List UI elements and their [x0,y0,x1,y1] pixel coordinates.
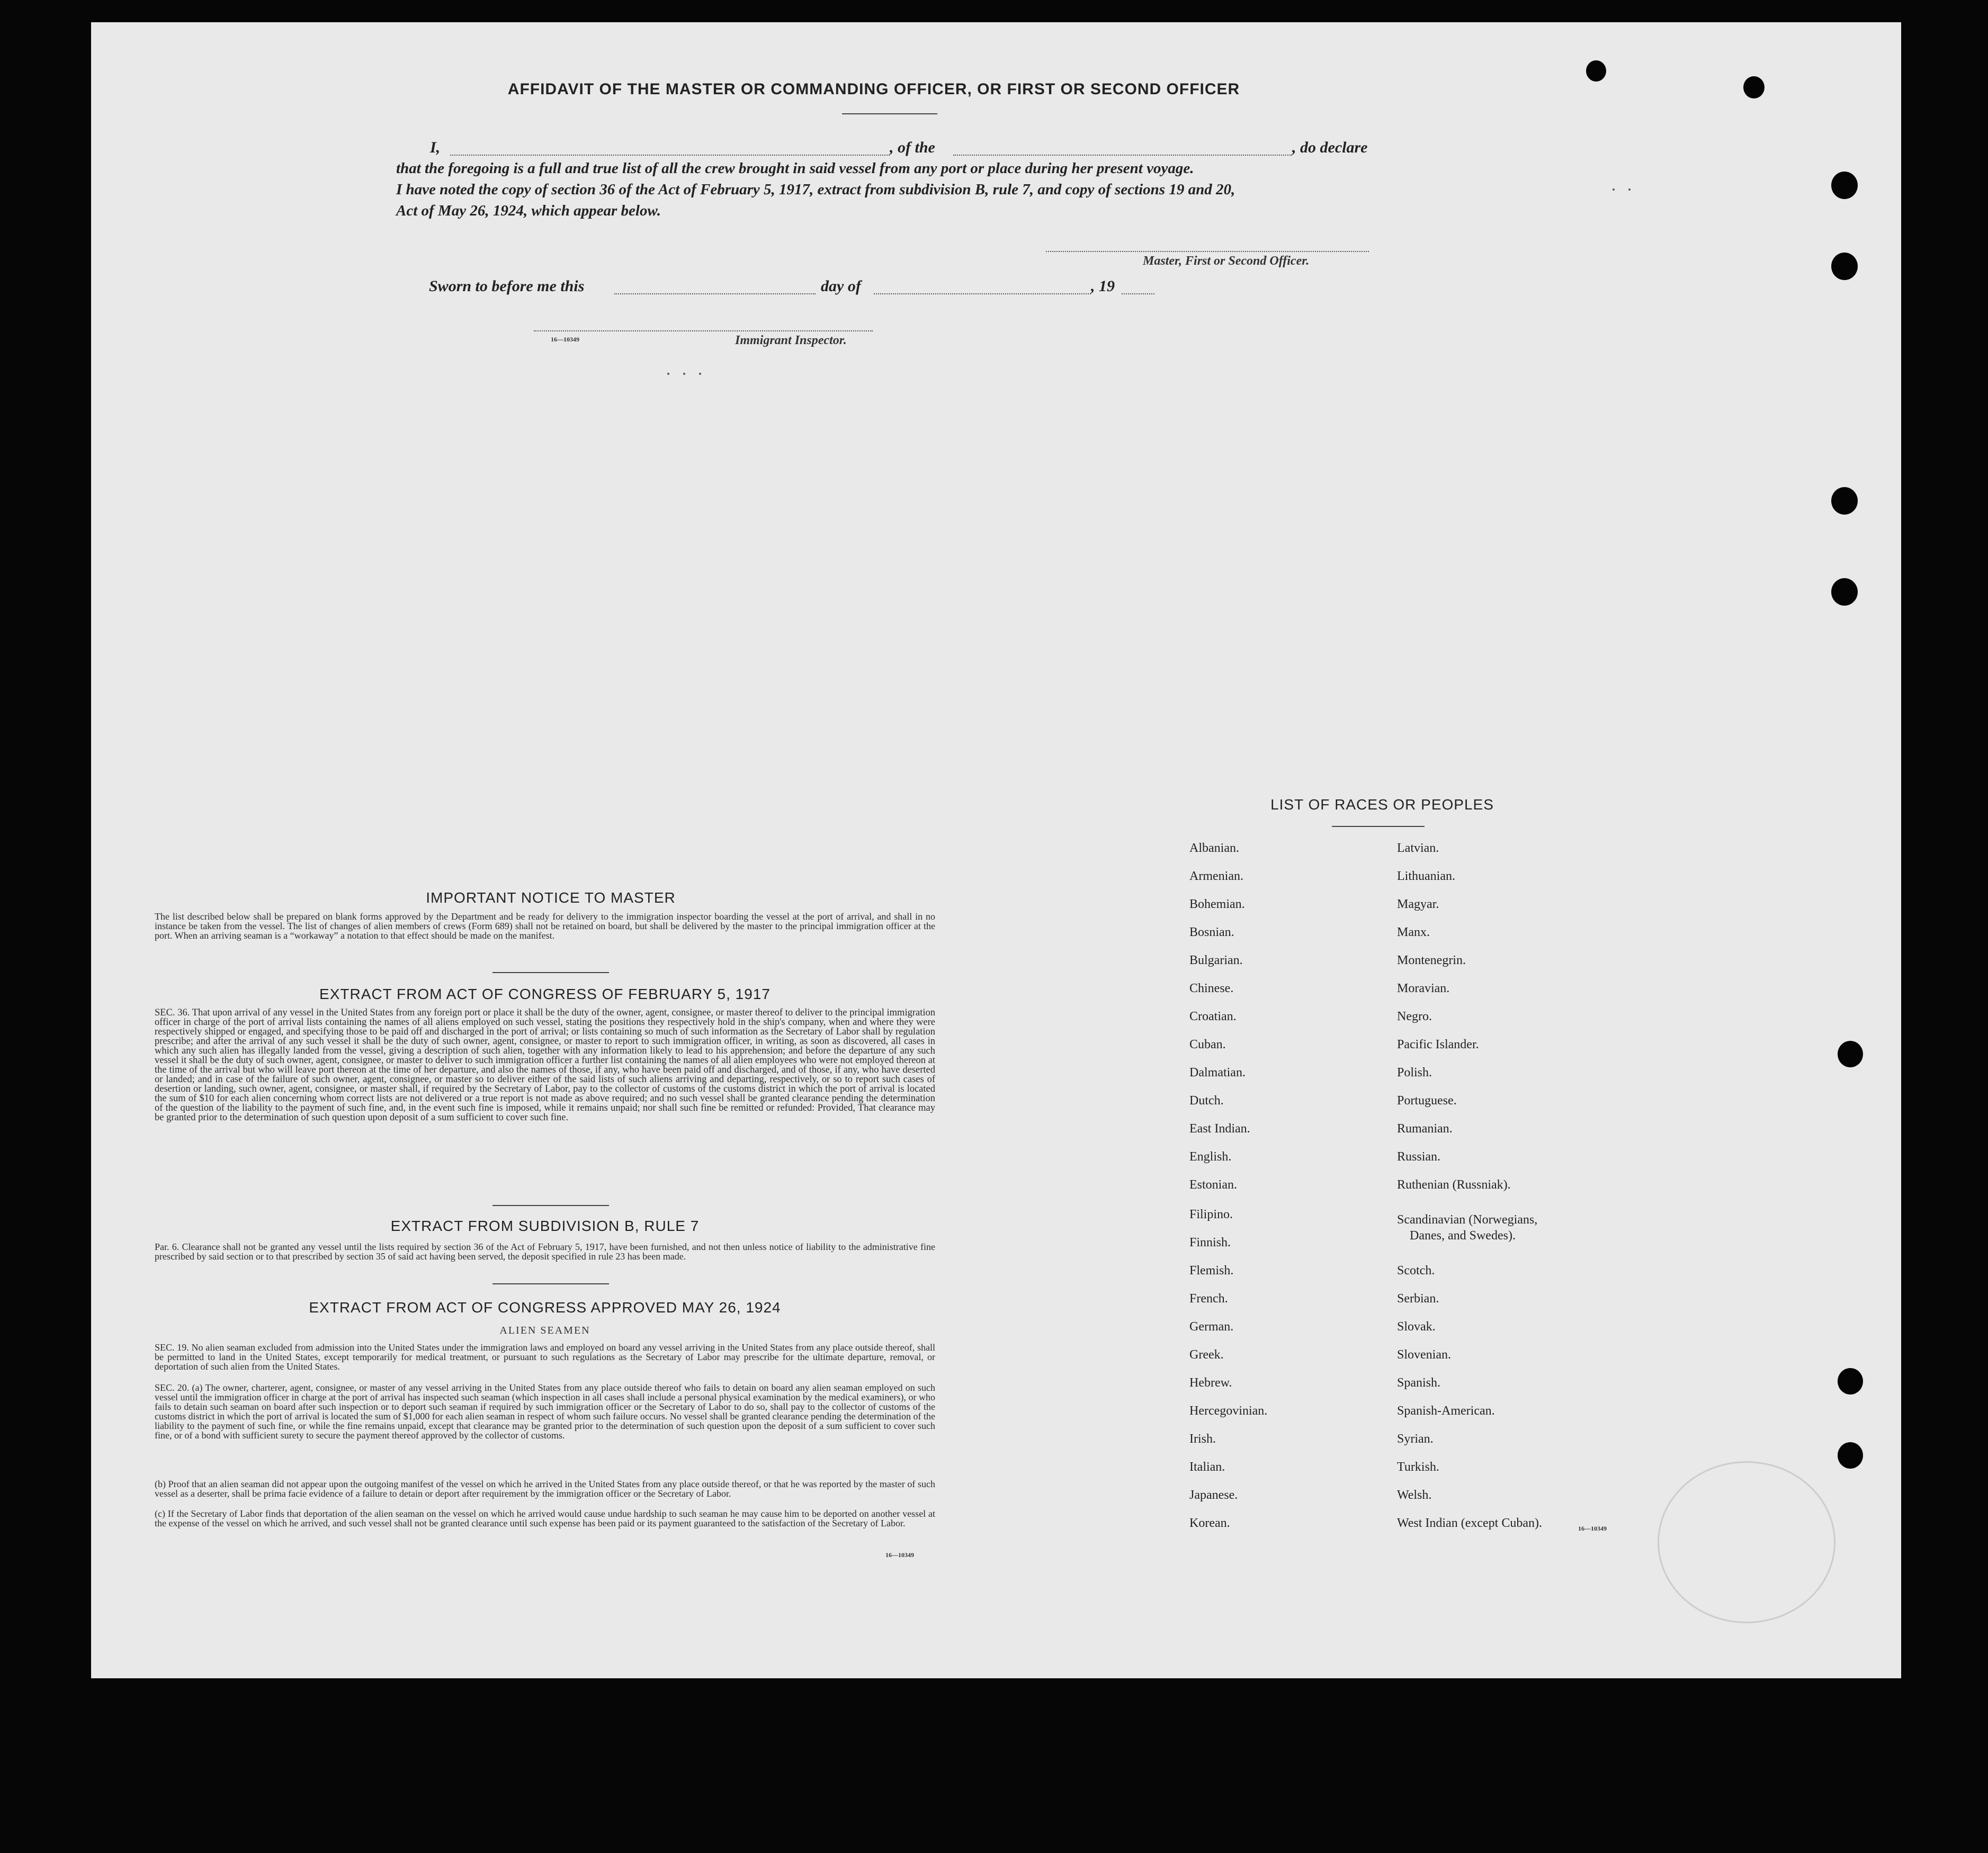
section-rule [492,972,609,973]
section-rule [492,1205,609,1206]
alien-seamen-subtitle: ALIEN SEAMEN [499,1325,590,1336]
race-item: Albanian. [1189,841,1239,855]
race-item: Russian. [1397,1150,1441,1164]
of-the-label: , of the [890,139,935,156]
race-item: Hercegovinian. [1189,1404,1268,1418]
race-item: Estonian. [1189,1178,1237,1192]
race-item: Spanish-American. [1397,1404,1495,1418]
sworn-year-field[interactable] [1122,293,1154,294]
form-number: 16—10349 [551,336,579,343]
race-item: Irish. [1189,1432,1216,1446]
race-item: Dalmatian. [1189,1066,1246,1080]
race-item: Dutch. [1189,1094,1224,1108]
seal-stamp [1658,1461,1835,1623]
race-item: West Indian (except Cuban). [1397,1516,1542,1530]
binder-hole [1838,1041,1863,1067]
day-of-label: day of [821,277,861,295]
race-item: Scotch. [1397,1264,1435,1278]
race-item: Croatian. [1189,1010,1237,1023]
binder-hole [1831,253,1858,280]
sworn-month-field[interactable] [874,293,1091,294]
race-item: Finnish. [1189,1236,1231,1249]
race-item: Filipino. [1189,1208,1233,1221]
officer-signature-field[interactable] [1046,251,1369,252]
binder-hole [1831,172,1858,199]
inspector-signature-field[interactable] [534,330,873,331]
race-item: Pacific Islander. [1397,1038,1479,1051]
affidavit-line-4: Act of May 26, 1924, which appear below. [396,202,661,219]
race-item: Japanese. [1189,1488,1238,1502]
declarant-label: I, [430,139,441,156]
race-item: Flemish. [1189,1264,1234,1278]
subdivision-text: Par. 6. Clearance shall not be granted any vessel until the lists required by section 36 of the Act of February 5, 1917, have been furnished, and not then unless notice of liability to the administrative fine prescribed by said section or to that prescribed by section 35 of said act having been served, the deposit specified in rule 23 has been made. [155,1242,935,1262]
notice-text: The list described below shall be prepared on blank forms approved by the Department and be ready for delivery to the immigration inspector boarding the vessel at the port of arrival, and shall in no instance be taken from the vessel. The list of changes of alien members of crews (Form 689) shall not be retained on board, but shall be delivered by the master to the principal immigration officer at the port. When an arriving seaman is a “workaway” a notation to that effect should be made on the manifest. [155,911,935,941]
race-item: Portuguese. [1397,1094,1457,1108]
race-item: Cuban. [1189,1038,1226,1051]
sec19-text: SEC. 19. No alien seaman excluded from admission into the United States under the immigration laws and employed on board any vessel arriving in the United States from any place outside thereof, shall be permitted to land in the United States, except temporarily for medical treatment, or pursuant to such regulations as the Secretary of Labor may prescribe for the ultimate departure, removal, or deportation of such alien from the United States. [155,1342,935,1372]
race-item: Ruthenian (Russniak). [1397,1178,1511,1192]
race-item: Italian. [1189,1460,1225,1474]
race-item: Serbian. [1397,1292,1439,1306]
race-item: Montenegrin. [1397,954,1466,967]
affidavit-line-3: I have noted the copy of section 36 of the Act of February 5, 1917, extract from subdivision B, rule 7, and copy of sections 19 and 20, [396,181,1235,198]
race-item: Korean. [1189,1516,1230,1530]
race-item: Greek. [1189,1348,1224,1362]
form-number: 16—10349 [1578,1525,1607,1532]
extract-1924-title: EXTRACT FROM ACT OF CONGRESS APPROVED MAY 26, 1924 [309,1299,781,1316]
race-item: Syrian. [1397,1432,1434,1446]
sec20b-text: (b) Proof that an alien seaman did not appear upon the outgoing manifest of the vessel on which he arrived in the United States from any place outside thereof, or that he was reported by the master of such vessel as a deserter, shall be prima facie evidence of a failure to detain or deport after requirement by the immigration officer or the Secretary of Labor. [155,1479,935,1499]
affidavit-line-2: that the foregoing is a full and true list of all the crew brought in said vessel from any port or place during her present voyage. [396,160,1194,177]
race-item: Rumanian. [1397,1122,1453,1136]
race-item: Bohemian. [1189,897,1245,911]
speck [667,373,669,375]
race-item: Polish. [1397,1066,1432,1080]
race-item: Latvian. [1397,841,1439,855]
race-item: Manx. [1397,925,1430,939]
speck [683,373,685,375]
race-item: Lithuanian. [1397,869,1455,883]
races-title: LIST OF RACES OR PEOPLES [1270,796,1494,813]
races-rule [1332,826,1425,827]
race-item: German. [1189,1320,1234,1334]
race-item: East Indian. [1189,1122,1250,1136]
binder-hole [1586,60,1606,82]
race-item: Welsh. [1397,1488,1432,1502]
binder-hole [1831,578,1858,606]
binder-hole [1838,1442,1863,1469]
race-item: Turkish. [1397,1460,1439,1474]
sec20a-text: SEC. 20. (a) The owner, charterer, agent, consignee, or master of any vessel arriving in the United States from any place outside thereof who fails to detain on board any alien seaman employed on such vessel until the immigration officer in charge at the port of arrival has inspected such seaman (which inspection in all cases shall include a personal physical examination by the medical examiners), or who fails to detain such seaman on board after such inspection or to deport such seaman if required by such immigration officer or the Secretary of Labor to do so, shall pay to the collector of customs of the customs district in which the port of arrival is located the sum of $1,000 for each alien seaman in respect of whom such failure occurs. No vessel shall be granted clearance pending the determination of the liability to the payment of such fine, or while the fine remains unpaid, except that clearance may be granted prior to the determination of such question upon the deposit of a sum sufficient to cover such fine, or of a bond with sufficient surety to secure the payment thereof approved by the collector of customs. [155,1382,935,1441]
do-declare-label: , do declare [1292,139,1368,156]
race-item: English. [1189,1150,1232,1164]
race-item: Magyar. [1397,897,1439,911]
title-rule [842,113,937,114]
declarant-name-field[interactable] [450,155,890,156]
race-item: Spanish. [1397,1376,1441,1390]
race-item: Chinese. [1189,982,1234,995]
binder-hole [1743,76,1765,98]
speck [699,373,701,375]
extract-1917-title: EXTRACT FROM ACT OF CONGRESS OF FEBRUARY 5, 1917 [319,986,771,1002]
affidavit-title: AFFIDAVIT OF THE MASTER OR COMMANDING OFFICER, OR FIRST OR SECOND OFFICER [507,80,1240,98]
race-item: Armenian. [1189,869,1243,883]
race-item: Scandinavian (Norwegians, [1397,1213,1538,1227]
vessel-field[interactable] [953,155,1292,156]
notice-title: IMPORTANT NOTICE TO MASTER [426,889,676,906]
sec20c-text: (c) If the Secretary of Labor finds that deportation of the alien seaman on the vessel on which he arrived would cause undue hardship to such seaman he may cause him to be deported on another vessel at the expense of the vessel on which he arrived, and such vessel shall not be granted clearance until such expense has been paid or its payment guaranteed to the satisfaction of the Secretary of Labor. [155,1508,935,1528]
race-item: Negro. [1397,1010,1432,1023]
race-item: Slovenian. [1397,1348,1451,1362]
sworn-day-field[interactable] [614,293,816,294]
year-label: , 19 [1091,277,1115,295]
extract-1917-text: SEC. 36. That upon arrival of any vessel in the United States from any foreign port or place it shall be the duty of the owner, agent, consignee, or master thereof to deliver to the principal immigration officer in charge of the port of arrival lists containing the names of all aliens employed on such vessel, stating the positions they respectively hold in the ship's company, when and where they were respectively shipped or engaged, and specifying those to be paid off and discharged in the port of arrival; or lists containing so much of such information as the Secretary of Labor shall by regulation prescribe; and after the arrival of any such vessel it shall be the duty of such owner, agent, consignee, or master to report to such immigration officer, in writing, as soon as discovered, all cases in which any such alien has illegally landed from the vessel, giving a description of such alien, together with any information likely to lead to his apprehension; and before the departure of any such vessel it shall be the duty of such owner, agent, consignee, or master to deliver to such immigration officer a further list containing the names of all alien employees who were not employed thereon at the time of the arrival but who will leave port thereon at the time of her departure, and also the names of those, if any, who have been paid off and discharged, and of those, if any, who have deserted or landed; and in case of the failure of such owner, agent, consignee, or master so to deliver either of the said lists of such aliens arriving and departing, respectively, or so to report such cases of desertion or landing, such owner, agent, consignee, or master shall, if required by the Secretary of Labor, pay to the collector of customs of the customs district in which the port of arrival is located the sum of $10 for each alien concerning whom correct lists are not delivered or a true report is not made as above required; and no such vessel shall be granted clearance pending the determination of the question of the liability to the payment of such fine, and, in the event such fine is imposed, while it remains unpaid; nor shall such fine be remitted or refunded: Provided, That clearance may be granted prior to the determination of such question upon deposit of a sum sufficient to cover such fine. [155,1008,935,1123]
race-item: French. [1189,1292,1228,1306]
binder-hole [1838,1368,1863,1395]
race-item: Danes, and Swedes). [1410,1229,1516,1243]
inspector-caption: Immigrant Inspector. [735,334,847,347]
form-number: 16—10349 [885,1551,914,1559]
subdivision-title: EXTRACT FROM SUBDIVISION B, RULE 7 [390,1218,700,1234]
race-item: Bosnian. [1189,925,1234,939]
section-rule [492,1283,609,1284]
officer-caption: Master, First or Second Officer. [1143,254,1310,268]
race-item: Moravian. [1397,982,1450,995]
race-item: Hebrew. [1189,1376,1232,1390]
speck [1613,188,1615,191]
race-item: Slovak. [1397,1320,1436,1334]
speck [1628,188,1631,191]
sworn-label: Sworn to before me this [429,277,585,295]
race-item: Bulgarian. [1189,954,1243,967]
binder-hole [1831,487,1858,515]
